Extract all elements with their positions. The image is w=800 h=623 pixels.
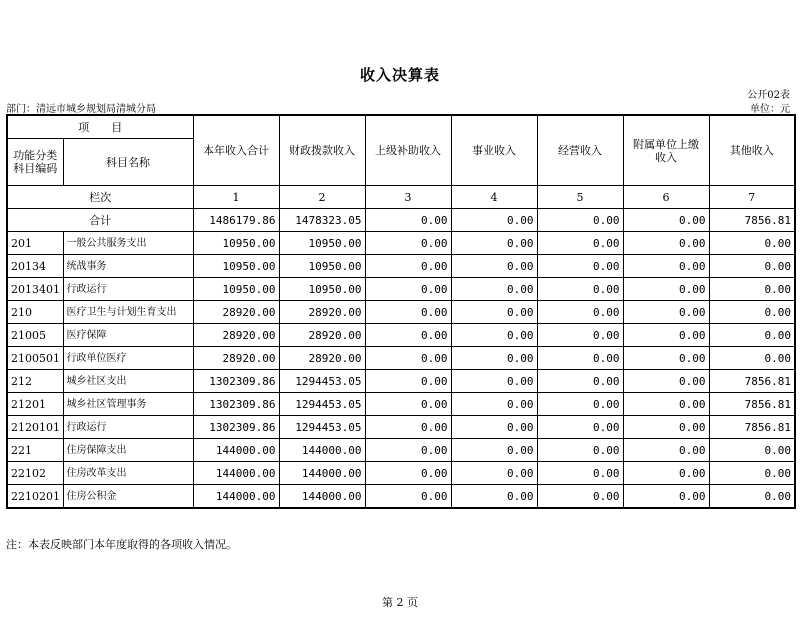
value-cell: 0.00 xyxy=(537,301,623,324)
table-row xyxy=(7,416,795,439)
value-cell: 28920.00 xyxy=(279,301,365,324)
subject-name-cell: 住房公积金 xyxy=(63,485,193,509)
func-code-cell: 221 xyxy=(7,439,63,462)
value-cell: 144000.00 xyxy=(193,462,279,485)
value-cell: 10950.00 xyxy=(193,232,279,255)
value-cell: 0.00 xyxy=(365,439,451,462)
item-header: 项 目 xyxy=(7,115,193,139)
value-cell: 144000.00 xyxy=(279,439,365,462)
value-cell: 0.00 xyxy=(365,301,451,324)
func-code-cell: 21201 xyxy=(7,393,63,416)
value-cell: 0.00 xyxy=(365,255,451,278)
value-cell: 0.00 xyxy=(623,301,709,324)
value-cell: 0.00 xyxy=(451,416,537,439)
value-cell: 0.00 xyxy=(623,439,709,462)
table-row xyxy=(7,439,795,462)
value-cell: 0.00 xyxy=(451,347,537,370)
subject-name-cell: 医疗卫生与计划生育支出 xyxy=(63,301,193,324)
value-cell: 10950.00 xyxy=(193,278,279,301)
value-cell: 0.00 xyxy=(365,485,451,509)
col-header-2: 财政拨款收入 xyxy=(279,115,365,186)
func-code-cell: 20134 xyxy=(7,255,63,278)
value-cell: 0.00 xyxy=(623,370,709,393)
department-label: 部门：清远市城乡规划局清城分局 xyxy=(6,104,156,115)
value-cell: 10950.00 xyxy=(279,232,365,255)
value-cell: 0.00 xyxy=(623,347,709,370)
value-cell: 144000.00 xyxy=(279,485,365,509)
total-value: 0.00 xyxy=(365,209,451,232)
value-cell: 1294453.05 xyxy=(279,416,365,439)
value-cell: 0.00 xyxy=(623,324,709,347)
value-cell: 0.00 xyxy=(623,416,709,439)
table-row xyxy=(7,301,795,324)
lanci-cell: 3 xyxy=(365,186,451,209)
value-cell: 0.00 xyxy=(623,462,709,485)
value-cell: 0.00 xyxy=(365,393,451,416)
total-label: 合计 xyxy=(7,209,193,232)
value-cell: 7856.81 xyxy=(709,393,795,416)
value-cell: 0.00 xyxy=(709,255,795,278)
subject-name-cell: 行政运行 xyxy=(63,278,193,301)
value-cell: 0.00 xyxy=(623,393,709,416)
value-cell: 0.00 xyxy=(537,232,623,255)
total-value: 1478323.05 xyxy=(279,209,365,232)
value-cell: 10950.00 xyxy=(279,255,365,278)
col-header-6: 附属单位上缴 收入 xyxy=(623,115,709,186)
value-cell: 0.00 xyxy=(709,347,795,370)
table-row xyxy=(7,255,795,278)
value-cell: 10950.00 xyxy=(193,255,279,278)
table-note: 注：本表反映部门本年度取得的各项收入情况。 xyxy=(6,538,237,551)
value-cell: 0.00 xyxy=(709,485,795,509)
value-cell: 7856.81 xyxy=(709,416,795,439)
value-cell: 0.00 xyxy=(451,255,537,278)
subject-name-cell: 住房改革支出 xyxy=(63,462,193,485)
subject-name-cell: 医疗保障 xyxy=(63,324,193,347)
value-cell: 0.00 xyxy=(623,232,709,255)
value-cell: 1302309.86 xyxy=(193,370,279,393)
value-cell: 1294453.05 xyxy=(279,370,365,393)
value-cell: 0.00 xyxy=(451,485,537,509)
func-code-cell: 22102 xyxy=(7,462,63,485)
value-cell: 0.00 xyxy=(365,416,451,439)
value-cell: 28920.00 xyxy=(193,301,279,324)
total-value: 0.00 xyxy=(623,209,709,232)
value-cell: 0.00 xyxy=(365,462,451,485)
func-code-cell: 2120101 xyxy=(7,416,63,439)
subject-name-cell: 城乡社区管理事务 xyxy=(63,393,193,416)
value-cell: 0.00 xyxy=(709,462,795,485)
lanci-cell: 1 xyxy=(193,186,279,209)
value-cell: 0.00 xyxy=(537,439,623,462)
subject-name-cell: 行政运行 xyxy=(63,416,193,439)
value-cell: 0.00 xyxy=(451,370,537,393)
func-code-cell: 21005 xyxy=(7,324,63,347)
total-value: 0.00 xyxy=(537,209,623,232)
table-row xyxy=(7,462,795,485)
value-cell: 144000.00 xyxy=(193,485,279,509)
value-cell: 0.00 xyxy=(537,462,623,485)
value-cell: 144000.00 xyxy=(193,439,279,462)
value-cell: 0.00 xyxy=(709,301,795,324)
value-cell: 0.00 xyxy=(537,324,623,347)
value-cell: 0.00 xyxy=(451,462,537,485)
subject-name-cell: 统战事务 xyxy=(63,255,193,278)
value-cell: 144000.00 xyxy=(279,462,365,485)
total-row xyxy=(7,209,795,232)
value-cell: 0.00 xyxy=(365,347,451,370)
total-value: 7856.81 xyxy=(709,209,795,232)
value-cell: 0.00 xyxy=(365,232,451,255)
col-header-4: 事业收入 xyxy=(451,115,537,186)
value-cell: 28920.00 xyxy=(279,324,365,347)
table-row xyxy=(7,232,795,255)
value-cell: 0.00 xyxy=(451,439,537,462)
table-row xyxy=(7,347,795,370)
value-cell: 0.00 xyxy=(537,485,623,509)
func-code-cell: 212 xyxy=(7,370,63,393)
value-cell: 0.00 xyxy=(537,393,623,416)
func-code-cell: 2100501 xyxy=(7,347,63,370)
subject-name-cell: 城乡社区支出 xyxy=(63,370,193,393)
value-cell: 0.00 xyxy=(623,278,709,301)
func-code-cell: 210 xyxy=(7,301,63,324)
value-cell: 0.00 xyxy=(623,255,709,278)
value-cell: 0.00 xyxy=(537,347,623,370)
value-cell: 28920.00 xyxy=(279,347,365,370)
value-cell: 0.00 xyxy=(451,301,537,324)
value-cell: 0.00 xyxy=(537,416,623,439)
value-cell: 0.00 xyxy=(537,278,623,301)
lanci-cell: 6 xyxy=(623,186,709,209)
subject-name-cell: 一般公共服务支出 xyxy=(63,232,193,255)
value-cell: 0.00 xyxy=(451,393,537,416)
lanci-row xyxy=(7,186,795,209)
func-code-cell: 2013401 xyxy=(7,278,63,301)
col-header-1: 本年收入合计 xyxy=(193,115,279,186)
lanci-cell: 4 xyxy=(451,186,537,209)
col-header-3: 上级补助收入 xyxy=(365,115,451,186)
value-cell: 0.00 xyxy=(709,232,795,255)
value-cell: 28920.00 xyxy=(193,347,279,370)
value-cell: 0.00 xyxy=(365,324,451,347)
table-row xyxy=(7,278,795,301)
value-cell: 28920.00 xyxy=(193,324,279,347)
value-cell: 0.00 xyxy=(365,370,451,393)
value-cell: 0.00 xyxy=(451,278,537,301)
value-cell: 0.00 xyxy=(451,232,537,255)
func-code-cell: 201 xyxy=(7,232,63,255)
income-table xyxy=(6,114,796,509)
page-number: 第 2 页 xyxy=(382,596,418,609)
value-cell: 0.00 xyxy=(451,324,537,347)
lanci-cell: 7 xyxy=(709,186,795,209)
unit-label: 单位：元 xyxy=(750,104,790,115)
value-cell: 0.00 xyxy=(537,255,623,278)
subject-name-header: 科目名称 xyxy=(63,139,193,186)
subject-name-cell: 行政单位医疗 xyxy=(63,347,193,370)
total-value: 1486179.86 xyxy=(193,209,279,232)
value-cell: 10950.00 xyxy=(279,278,365,301)
value-cell: 1294453.05 xyxy=(279,393,365,416)
table-row xyxy=(7,324,795,347)
form-code: 公开02表 xyxy=(747,90,790,101)
value-cell: 0.00 xyxy=(623,485,709,509)
value-cell: 0.00 xyxy=(537,370,623,393)
func-code-cell: 2210201 xyxy=(7,485,63,509)
value-cell: 0.00 xyxy=(365,278,451,301)
value-cell: 1302309.86 xyxy=(193,416,279,439)
table-row xyxy=(7,485,795,509)
page-title: 收入决算表 xyxy=(359,66,440,84)
subject-name-cell: 住房保障支出 xyxy=(63,439,193,462)
value-cell: 0.00 xyxy=(709,278,795,301)
table-row xyxy=(7,370,795,393)
value-cell: 1302309.86 xyxy=(193,393,279,416)
header-row-1 xyxy=(7,115,795,139)
value-cell: 0.00 xyxy=(709,324,795,347)
table-row xyxy=(7,393,795,416)
lanci-cell: 2 xyxy=(279,186,365,209)
lanci-label: 栏次 xyxy=(7,186,193,209)
value-cell: 0.00 xyxy=(709,439,795,462)
total-value: 0.00 xyxy=(451,209,537,232)
col-header-7: 其他收入 xyxy=(709,115,795,186)
value-cell: 7856.81 xyxy=(709,370,795,393)
lanci-cell: 5 xyxy=(537,186,623,209)
func-code-header: 功能分类 科目编码 xyxy=(7,139,63,186)
col-header-5: 经营收入 xyxy=(537,115,623,186)
